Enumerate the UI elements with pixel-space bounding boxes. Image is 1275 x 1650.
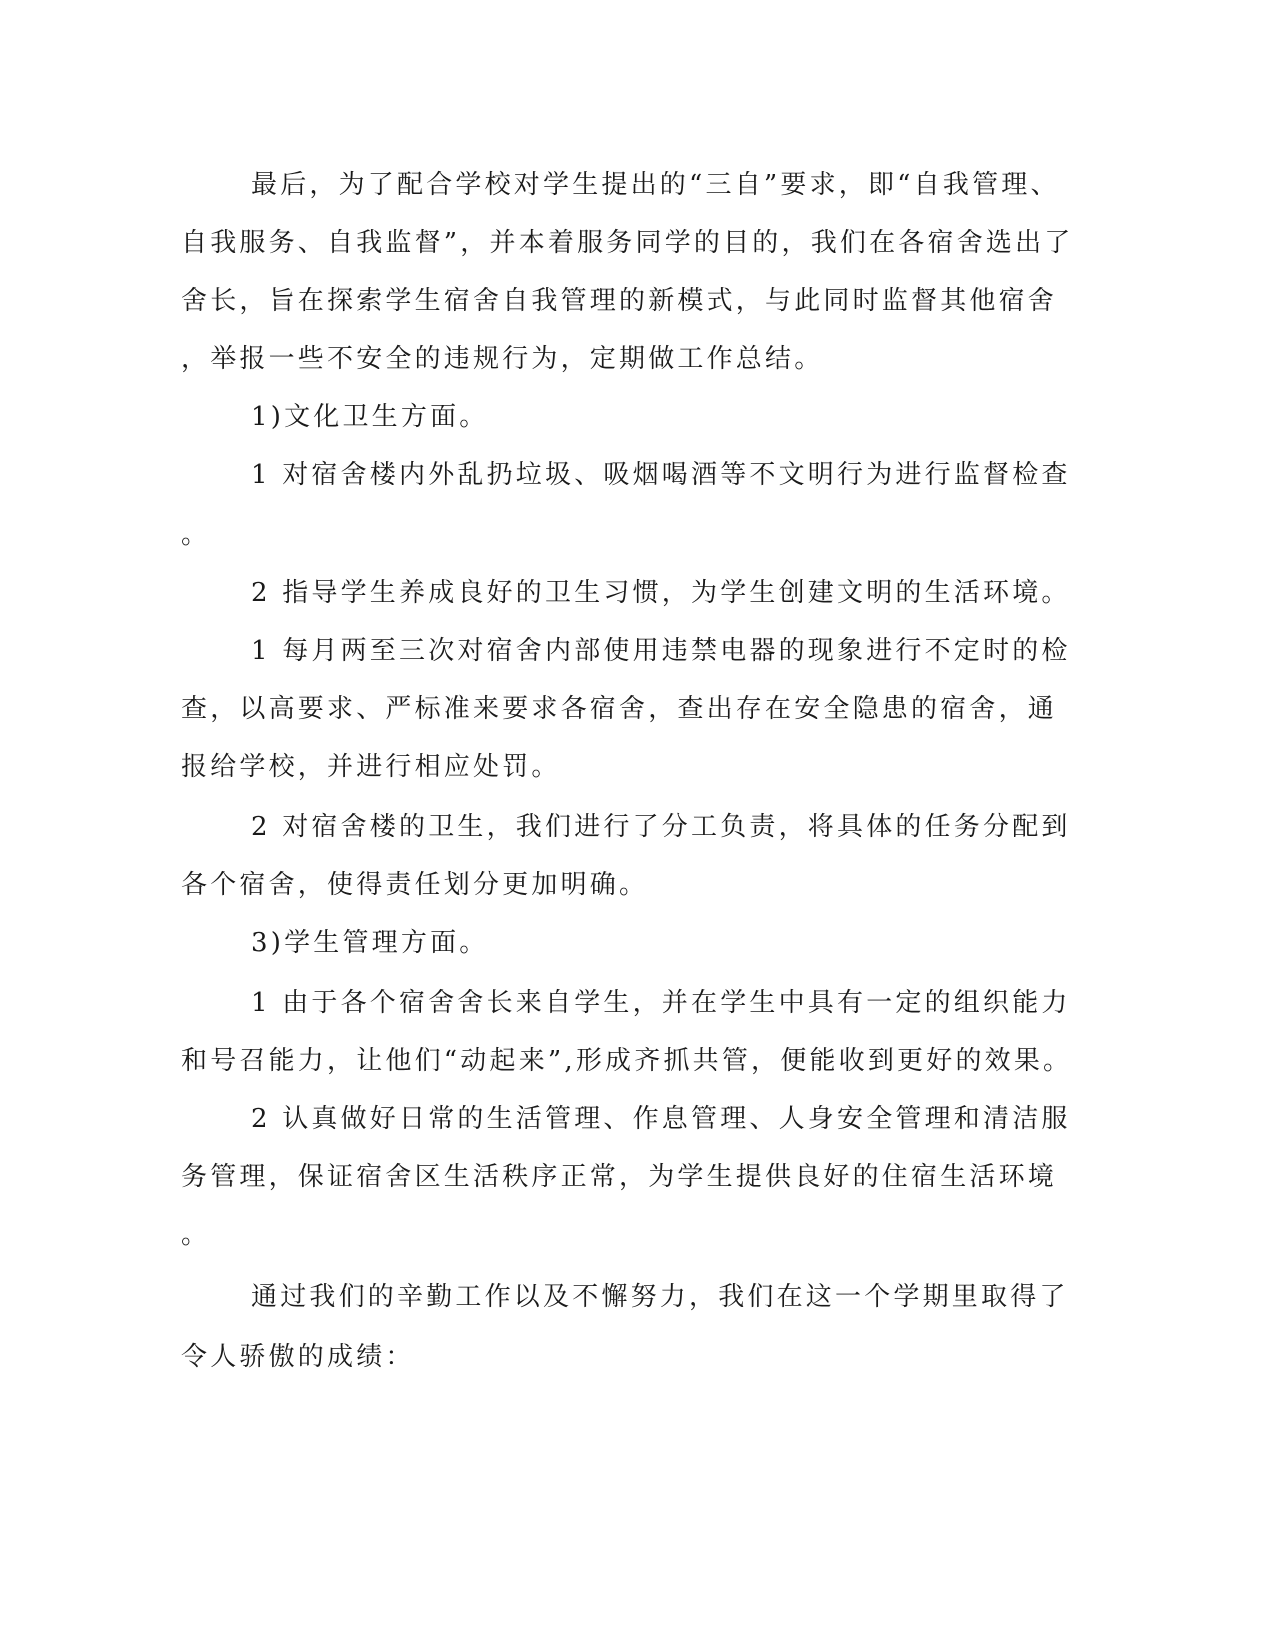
paragraph-line: 查，以高要求、严标准来要求各宿舍，查出存在安全隐患的宿舍，通 bbox=[181, 694, 1058, 724]
section-heading: 3)学生管理方面。 bbox=[251, 928, 489, 958]
paragraph-line: 各个宿舍，使得责任划分更加明确。 bbox=[181, 870, 649, 900]
paragraph-line: 自我服务、自我监督”，并本着服务同学的目的，我们在各宿舍选出了 bbox=[181, 228, 1074, 258]
paragraph-line: ，举报一些不安全的违规行为，定期做工作总结。 bbox=[181, 344, 824, 374]
paragraph-line: 。 bbox=[181, 1220, 211, 1250]
paragraph-line: 1 每月两至三次对宿舍内部使用违禁电器的现象进行不定时的检 bbox=[251, 636, 1071, 666]
paragraph-line: 务管理，保证宿舍区生活秩序正常，为学生提供良好的住宿生活环境 bbox=[181, 1162, 1058, 1192]
paragraph-line: 通过我们的辛勤工作以及不懈努力，我们在这一个学期里取得了 bbox=[251, 1282, 1069, 1312]
paragraph-line: 1 由于各个宿舍舍长来自学生，并在学生中具有一定的组织能力 bbox=[251, 988, 1071, 1018]
paragraph-line: 最后，为了配合学校对学生提出的“三自”要求，即“自我管理、 bbox=[251, 170, 1060, 200]
paragraph-line: 和号召能力，让他们“动起来”,形成齐抓共管，便能收到更好的效果。 bbox=[181, 1046, 1073, 1076]
section-heading: 1)文化卫生方面。 bbox=[251, 402, 489, 432]
paragraph-line: 2 认真做好日常的生活管理、作息管理、人身安全管理和清洁服 bbox=[251, 1104, 1071, 1134]
paragraph-line: 舍长，旨在探索学生宿舍自我管理的新模式，与此同时监督其他宿舍 bbox=[181, 286, 1058, 316]
paragraph-line: 2 对宿舍楼的卫生，我们进行了分工负责，将具体的任务分配到 bbox=[251, 812, 1071, 842]
paragraph-line: 1 对宿舍楼内外乱扔垃圾、吸烟喝酒等不文明行为进行监督检查 bbox=[251, 460, 1071, 490]
paragraph-line: 。 bbox=[181, 520, 211, 550]
paragraph-line: 令人骄傲的成绩： bbox=[181, 1342, 415, 1372]
paragraph-line: 2 指导学生养成良好的卫生习惯，为学生创建文明的生活环境。 bbox=[251, 578, 1071, 608]
paragraph-line: 报给学校，并进行相应处罚。 bbox=[181, 752, 561, 782]
